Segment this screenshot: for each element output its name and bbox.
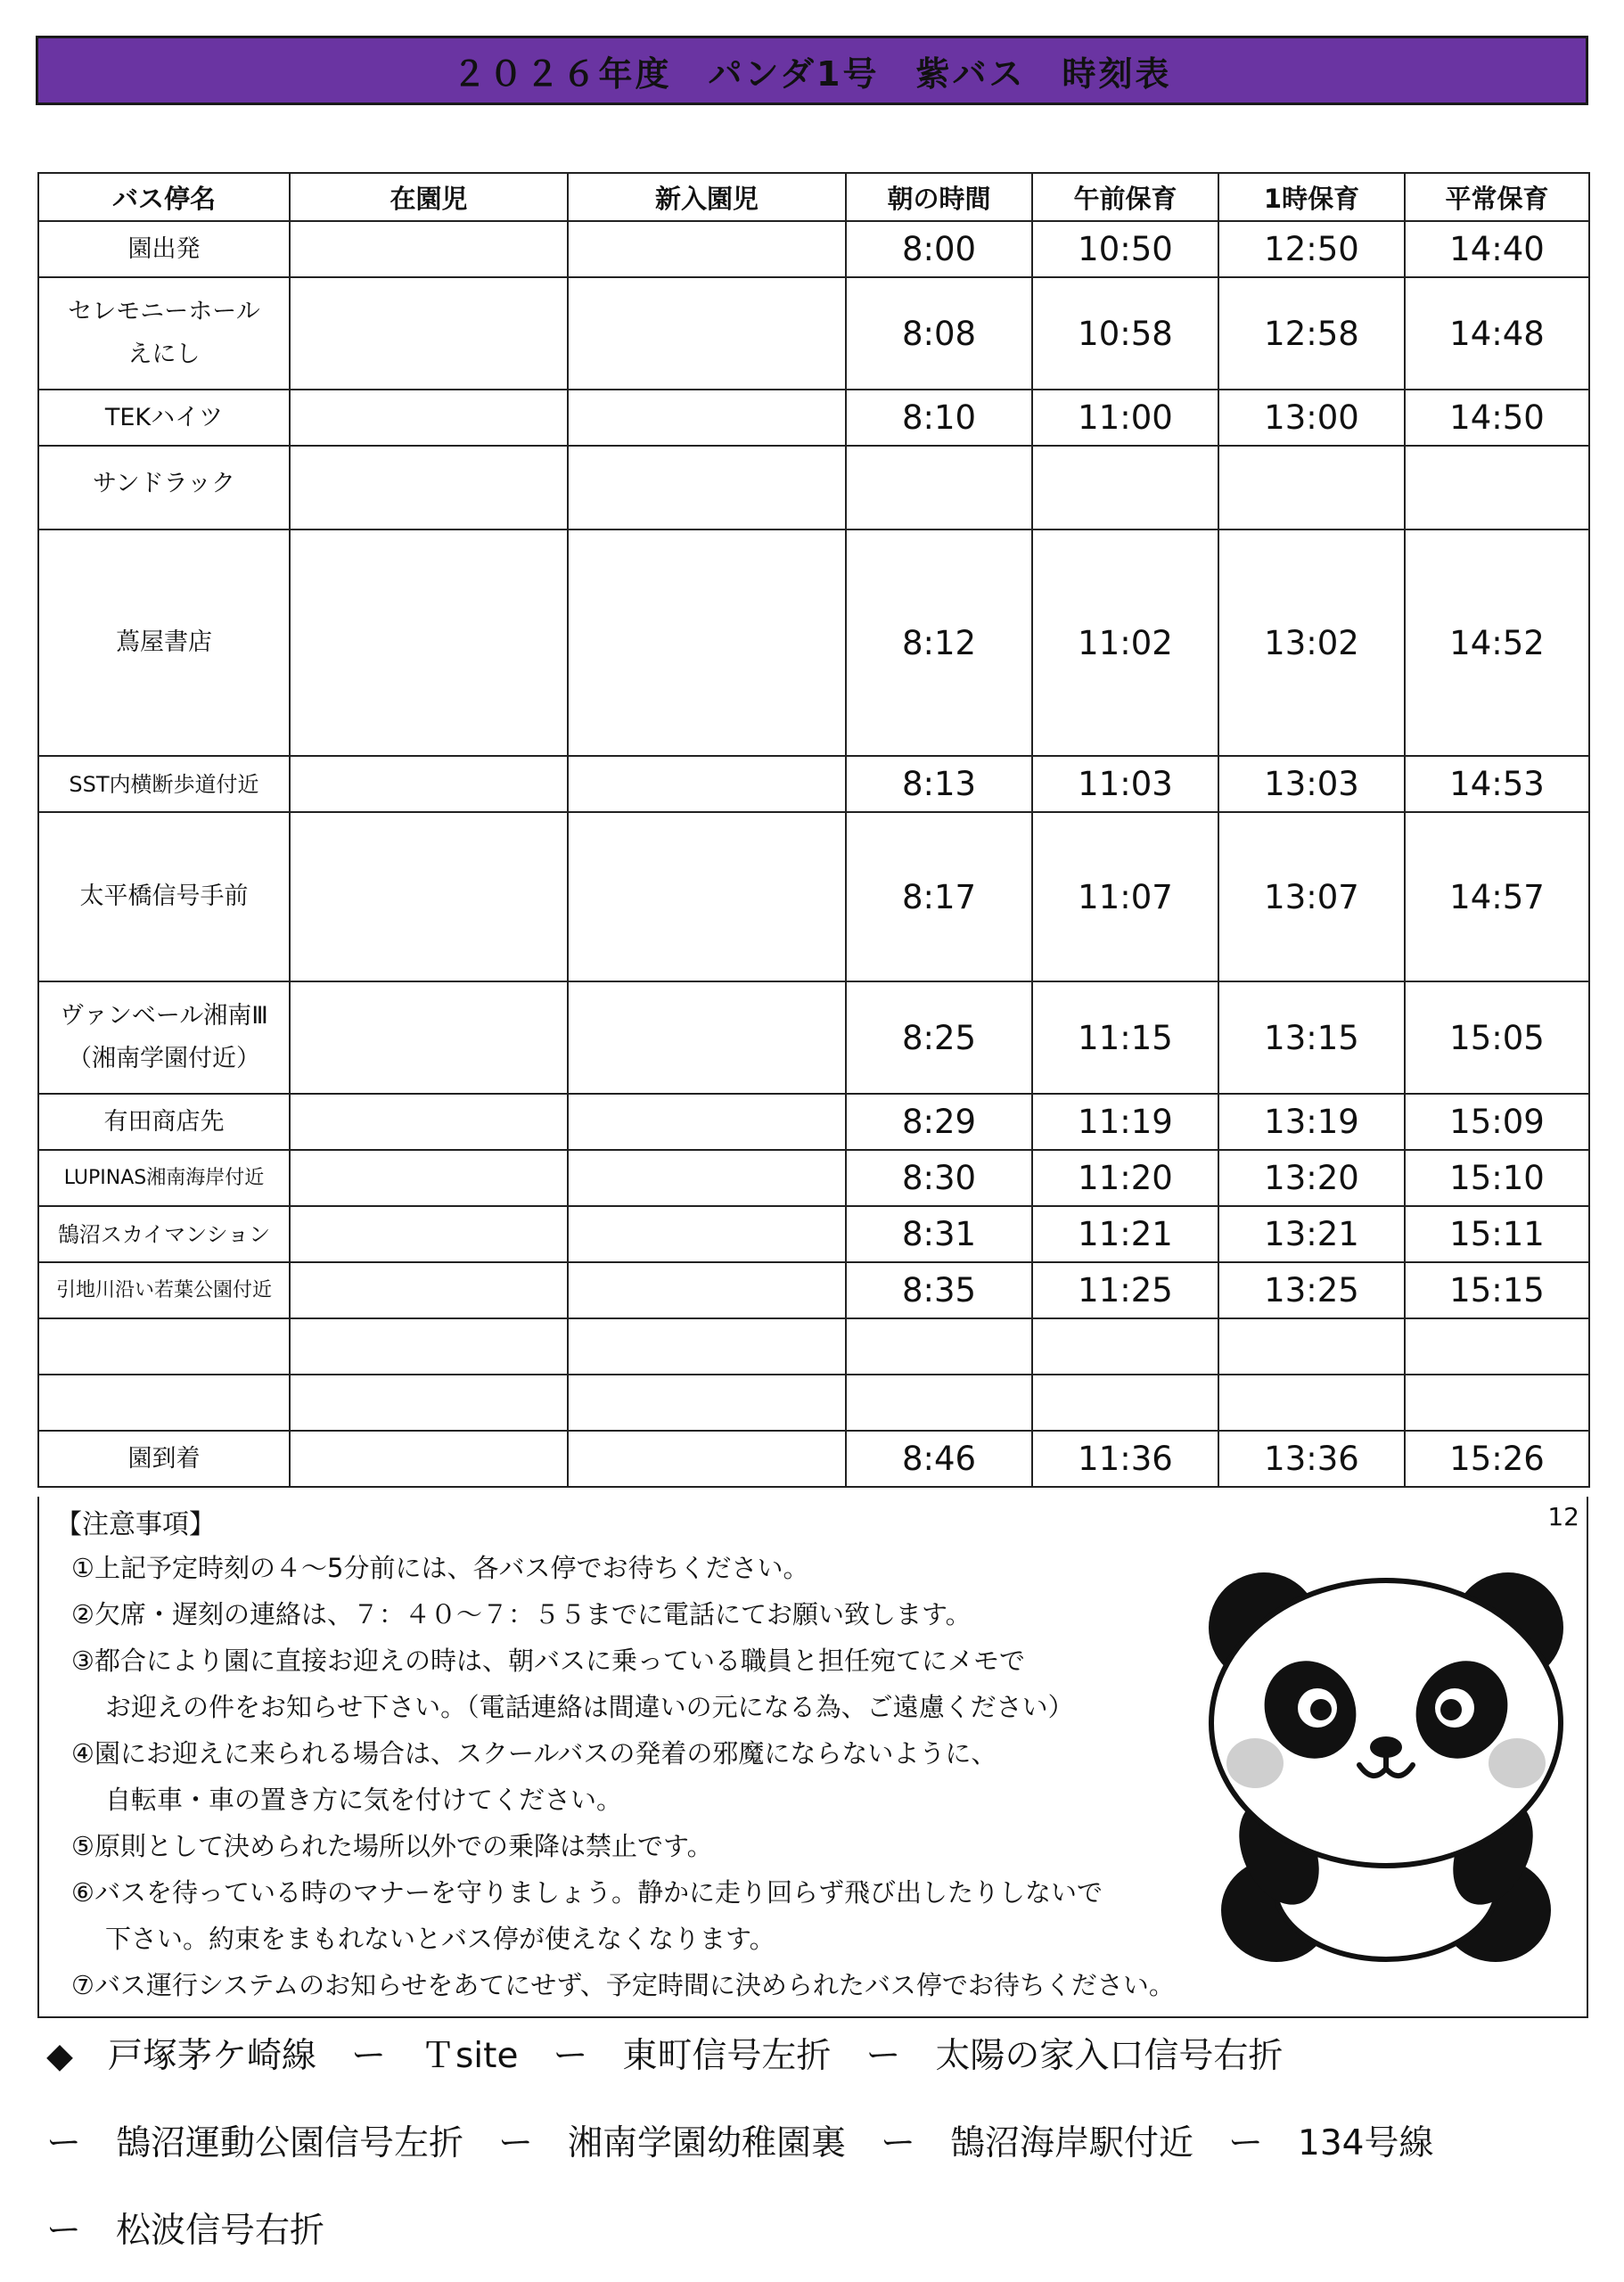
table-row xyxy=(38,277,1589,390)
time-regular: 14:53 xyxy=(1405,756,1589,812)
new-students-cell xyxy=(568,277,846,390)
timetable xyxy=(37,172,1590,1488)
current-students-cell xyxy=(290,812,568,981)
note-line: ①上記予定時刻の４～5分前には、各バス停でお待ちください。 xyxy=(71,1553,809,1583)
route-line: ー 鵠沼運動公園信号左折 ー 湘南学園幼稚園裏 ー 鵠沼海岸駅付近 ー 134号線 xyxy=(46,2123,1434,2163)
time-am: 11:21 xyxy=(1032,1206,1218,1262)
stop-name: 引地川沿い若葉公園付近 xyxy=(38,1262,290,1318)
time-am: 11:25 xyxy=(1032,1262,1218,1318)
route-line: ー 松波信号右折 xyxy=(46,2211,325,2251)
page-title: ２０２６年度 パンダ1号 紫バス 時刻表 xyxy=(36,36,1588,105)
column-header-current-students: 在園児 xyxy=(290,173,568,221)
current-students-cell xyxy=(290,390,568,446)
stop-name: 園到着 xyxy=(38,1431,290,1487)
time-regular: 15:15 xyxy=(1405,1262,1589,1318)
route-line: ◆ 戸塚茅ケ崎線 ー Ｔsite ー 東町信号左折 ー 太陽の家入口信号右折 xyxy=(46,2036,1284,2076)
time-morning: 8:25 xyxy=(846,981,1032,1094)
new-students-cell xyxy=(568,812,846,981)
column-header-stop-name: バス停名 xyxy=(38,173,290,221)
time-morning xyxy=(846,1375,1032,1431)
time-regular: 15:09 xyxy=(1405,1094,1589,1150)
stop-name: サンドラック xyxy=(38,446,290,529)
time-regular: 14:57 xyxy=(1405,812,1589,981)
time-morning: 8:08 xyxy=(846,277,1032,390)
new-students-cell xyxy=(568,1262,846,1318)
note-line: ④園にお迎えに来られる場合は、スクールバスの発着の邪魔にならないように、 xyxy=(71,1738,997,1769)
time-1pm: 12:58 xyxy=(1218,277,1405,390)
time-am xyxy=(1032,1375,1218,1431)
page-number: 12 xyxy=(1547,1502,1579,1531)
column-header-regular-session: 平常保育 xyxy=(1405,173,1589,221)
column-header-morning: 朝の時間 xyxy=(846,173,1032,221)
time-regular: 15:05 xyxy=(1405,981,1589,1094)
stop-name: 蔦屋書店 xyxy=(38,529,290,756)
table-row xyxy=(38,756,1589,812)
time-regular xyxy=(1405,446,1589,529)
time-1pm: 13:02 xyxy=(1218,529,1405,756)
note-line: ②欠席・遅刻の連絡は、７：４０～７：５５までに電話にてお願い致します。 xyxy=(71,1599,972,1629)
current-students-cell xyxy=(290,756,568,812)
current-students-cell xyxy=(290,1094,568,1150)
stop-name: TEKハイツ xyxy=(38,390,290,446)
new-students-cell xyxy=(568,529,846,756)
time-1pm: 13:03 xyxy=(1218,756,1405,812)
new-students-cell xyxy=(568,390,846,446)
stop-name: LUPINAS湘南海岸付近 xyxy=(38,1150,290,1206)
time-am: 11:07 xyxy=(1032,812,1218,981)
stop-name xyxy=(38,1318,290,1375)
current-students-cell xyxy=(290,1262,568,1318)
note-line: ③都合により園に直接お迎えの時は、朝バスに乗っている職員と担任宛てにメモで xyxy=(71,1646,1025,1676)
time-morning: 8:30 xyxy=(846,1150,1032,1206)
time-regular xyxy=(1405,1375,1589,1431)
time-morning xyxy=(846,1318,1032,1375)
time-regular: 15:11 xyxy=(1405,1206,1589,1262)
time-morning xyxy=(846,446,1032,529)
new-students-cell xyxy=(568,1150,846,1206)
current-students-cell xyxy=(290,981,568,1094)
stop-name: 園出発 xyxy=(38,221,290,277)
current-students-cell xyxy=(290,221,568,277)
time-morning: 8:29 xyxy=(846,1094,1032,1150)
new-students-cell xyxy=(568,1318,846,1375)
table-row xyxy=(38,981,1589,1094)
time-regular: 15:10 xyxy=(1405,1150,1589,1206)
note-line: ⑥バスを待っている時のマナーを守りましょう。静かに走り回らず飛び出したりしないで xyxy=(71,1877,1103,1908)
time-1pm: 13:19 xyxy=(1218,1094,1405,1150)
column-header-new-students: 新入園児 xyxy=(568,173,846,221)
time-1pm: 12:50 xyxy=(1218,221,1405,277)
time-morning: 8:17 xyxy=(846,812,1032,981)
stop-name: ヴァンベール湘南Ⅲ （湘南学園付近） xyxy=(38,981,290,1094)
table-row xyxy=(38,221,1589,277)
note-line: 自転車・車の置き方に気を付けてください。 xyxy=(105,1785,623,1815)
current-students-cell xyxy=(290,1375,568,1431)
time-1pm: 13:36 xyxy=(1218,1431,1405,1487)
time-1pm: 13:00 xyxy=(1218,390,1405,446)
current-students-cell xyxy=(290,277,568,390)
time-morning: 8:31 xyxy=(846,1206,1032,1262)
time-am: 10:58 xyxy=(1032,277,1218,390)
table-row xyxy=(38,390,1589,446)
time-regular: 14:40 xyxy=(1405,221,1589,277)
time-morning: 8:35 xyxy=(846,1262,1032,1318)
table-row xyxy=(38,1318,1589,1375)
note-line: お迎えの件をお知らせ下さい。（電話連絡は間違いの元になる為、ご遠慮ください） xyxy=(105,1692,1074,1722)
time-regular: 15:26 xyxy=(1405,1431,1589,1487)
table-row xyxy=(38,446,1589,529)
time-1pm: 13:21 xyxy=(1218,1206,1405,1262)
current-students-cell xyxy=(290,1431,568,1487)
note-line: 下さい。約束をまもれないとバス停が使えなくなります。 xyxy=(105,1924,775,1954)
new-students-cell xyxy=(568,756,846,812)
timetable-header-row xyxy=(38,173,1589,221)
new-students-cell xyxy=(568,1375,846,1431)
new-students-cell xyxy=(568,981,846,1094)
panda-icon xyxy=(1194,1558,1578,1968)
time-1pm xyxy=(1218,446,1405,529)
time-morning: 8:12 xyxy=(846,529,1032,756)
time-am: 11:20 xyxy=(1032,1150,1218,1206)
time-am xyxy=(1032,446,1218,529)
new-students-cell xyxy=(568,1094,846,1150)
current-students-cell xyxy=(290,1206,568,1262)
time-morning: 8:13 xyxy=(846,756,1032,812)
stop-name: SST内横断歩道付近 xyxy=(38,756,290,812)
time-am: 11:03 xyxy=(1032,756,1218,812)
column-header-am-session: 午前保育 xyxy=(1032,173,1218,221)
column-header-1pm-session: 1時保育 xyxy=(1218,173,1405,221)
table-row xyxy=(38,1375,1589,1431)
new-students-cell xyxy=(568,1431,846,1487)
new-students-cell xyxy=(568,1206,846,1262)
table-row xyxy=(38,1431,1589,1487)
stop-name: 太平橋信号手前 xyxy=(38,812,290,981)
table-row xyxy=(38,1150,1589,1206)
time-am xyxy=(1032,1318,1218,1375)
stop-name: 有田商店先 xyxy=(38,1094,290,1150)
table-row xyxy=(38,1262,1589,1318)
current-students-cell xyxy=(290,446,568,529)
time-1pm xyxy=(1218,1375,1405,1431)
time-am: 11:15 xyxy=(1032,981,1218,1094)
current-students-cell xyxy=(290,1150,568,1206)
table-row xyxy=(38,529,1589,756)
new-students-cell xyxy=(568,446,846,529)
current-students-cell xyxy=(290,1318,568,1375)
time-am: 11:19 xyxy=(1032,1094,1218,1150)
table-row xyxy=(38,1206,1589,1262)
time-regular xyxy=(1405,1318,1589,1375)
time-1pm: 13:20 xyxy=(1218,1150,1405,1206)
time-am: 10:50 xyxy=(1032,221,1218,277)
notes-header: 【注意事項】 xyxy=(55,1509,216,1540)
time-am: 11:00 xyxy=(1032,390,1218,446)
current-students-cell xyxy=(290,529,568,756)
time-1pm: 13:25 xyxy=(1218,1262,1405,1318)
time-morning: 8:10 xyxy=(846,390,1032,446)
time-1pm: 13:07 xyxy=(1218,812,1405,981)
time-regular: 14:52 xyxy=(1405,529,1589,756)
time-am: 11:36 xyxy=(1032,1431,1218,1487)
time-regular: 14:48 xyxy=(1405,277,1589,390)
table-row xyxy=(38,1094,1589,1150)
time-1pm xyxy=(1218,1318,1405,1375)
time-morning: 8:00 xyxy=(846,221,1032,277)
stop-name: セレモニーホール えにし xyxy=(38,277,290,390)
time-1pm: 13:15 xyxy=(1218,981,1405,1094)
note-line: ⑦バス運行システムのお知らせをあてにせず、予定時間に決められたバス停でお待ちください。 xyxy=(71,1970,1175,2000)
stop-name xyxy=(38,1375,290,1431)
new-students-cell xyxy=(568,221,846,277)
note-line: ⑤原則として決められた場所以外での乗降は禁止です。 xyxy=(71,1831,713,1861)
table-row xyxy=(38,812,1589,981)
stop-name: 鵠沼スカイマンション xyxy=(38,1206,290,1262)
time-regular: 14:50 xyxy=(1405,390,1589,446)
time-am: 11:02 xyxy=(1032,529,1218,756)
time-morning: 8:46 xyxy=(846,1431,1032,1487)
